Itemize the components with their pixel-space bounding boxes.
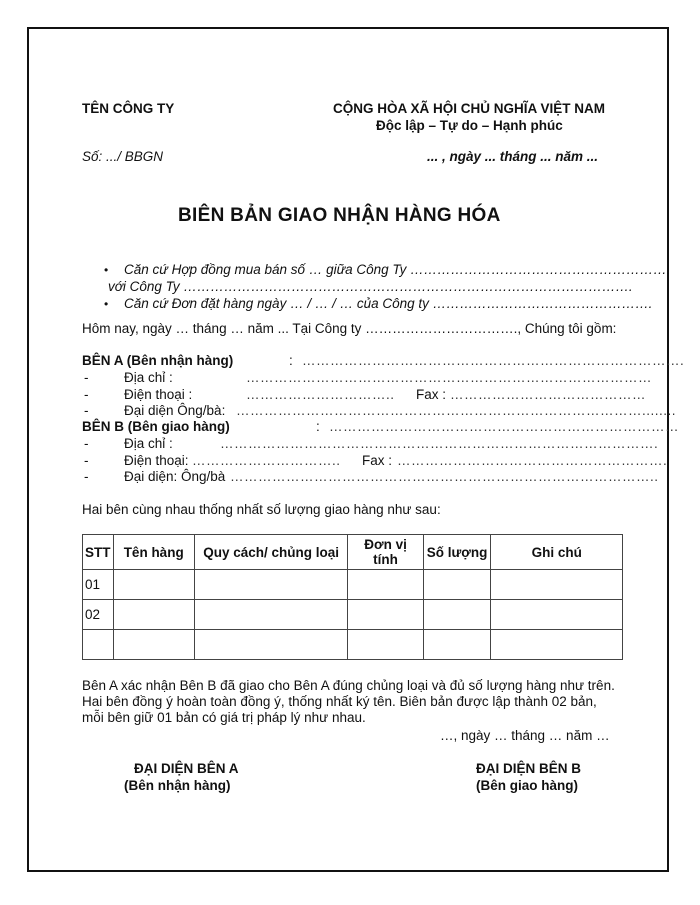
confirmation-line3: mỗi bên giữ 01 bản có giá trị pháp lý như nhau. <box>82 710 366 725</box>
table-row <box>83 570 623 600</box>
agreement-line: Hai bên cùng nhau thống nhất số lượng giao hàng như sau: <box>82 502 441 517</box>
table-cell <box>113 570 194 600</box>
table-cell <box>194 630 347 660</box>
party-a-rep-label: Đại diện Ông/bà: <box>124 403 226 418</box>
country-name: CỘNG HÒA XÃ HỘI CHỦ NGHĨA VIỆT NAM <box>333 101 606 116</box>
party-b-name-field: ………………………………………………………………… <box>329 419 679 434</box>
party-a-address-field: …………………………………………………………………………… <box>246 370 652 385</box>
table-cell: 01 <box>83 570 114 600</box>
table-row <box>83 630 623 660</box>
header-product-name: Tên hàng <box>113 535 194 570</box>
party-b-heading: BÊN B (Bên giao hàng) <box>82 419 230 434</box>
dash: - <box>84 453 89 468</box>
party-a-heading: BÊN A (Bên nhận hàng) <box>82 353 234 368</box>
dash: - <box>84 370 89 385</box>
table-cell <box>113 630 194 660</box>
basis-contract-line2: với Công Ty ………………………………………………………………………………………. <box>108 279 633 294</box>
table-cell <box>423 570 491 600</box>
table-cell <box>423 600 491 630</box>
party-a-rep-field: ……………………………………………………………………………........ <box>236 403 677 418</box>
party-a-fax-field: …………………………………… <box>450 387 646 402</box>
table-cell <box>491 600 623 630</box>
table-header-row <box>83 535 623 570</box>
document-number: Số: .../ BBGN <box>82 149 164 164</box>
signing-date: …, ngày … tháng … năm … <box>440 728 610 743</box>
motto: Độc lập – Tự do – Hạnh phúc <box>376 118 563 133</box>
table-cell <box>348 600 423 630</box>
header-quantity: Số lượng <box>423 535 491 570</box>
signature-a-subtitle: (Bên nhận hàng) <box>124 778 231 793</box>
bullet-icon: • <box>104 263 109 277</box>
date-line: ... , ngày ... tháng ... năm ... <box>427 149 599 164</box>
dash: - <box>84 436 89 451</box>
document-title: BIÊN BẢN GIAO NHẬN HÀNG HÓA <box>178 205 501 226</box>
dash: - <box>84 387 89 402</box>
header-unit: Đơn vị tính <box>348 535 423 570</box>
party-a-address-label: Địa chỉ : <box>124 370 173 385</box>
table-cell <box>194 570 347 600</box>
party-b-address-label: Địa chỉ : <box>124 436 173 451</box>
party-a-fax-label: Fax : <box>416 387 447 402</box>
table-cell <box>194 600 347 630</box>
table-cell <box>113 600 194 630</box>
party-a-colon: : <box>289 353 293 368</box>
signature-b-subtitle: (Bên giao hàng) <box>476 778 578 793</box>
goods-table <box>82 534 623 660</box>
party-a-name-field: ………………………………………………………………………. <box>302 353 685 368</box>
table-cell <box>348 630 423 660</box>
header-stt: STT <box>83 535 114 570</box>
table-row <box>83 600 623 630</box>
table-cell <box>491 630 623 660</box>
confirmation-line1: Bên A xác nhận Bên B đã giao cho Bên A đúng chủng loại và đủ số lượng hàng như trên. <box>82 678 615 693</box>
party-b-rep-field: ……………………………………………………………………………….. <box>230 469 659 484</box>
table-cell <box>423 630 491 660</box>
party-b-fax-field: …………………………………………………. <box>397 453 668 468</box>
bullet-icon: • <box>104 297 109 311</box>
company-name: TÊN CÔNG TY <box>82 101 175 116</box>
basis-contract-line1: Căn cứ Hợp đồng mua bán số … giữa Công Ty …………………………………………………. <box>124 262 671 277</box>
party-b-rep-label: Đại diện: Ông/bà <box>124 469 226 484</box>
party-a-phone-label: Điện thoại : <box>124 387 193 402</box>
party-b-colon: : <box>316 419 320 434</box>
dash: - <box>84 469 89 484</box>
table-cell <box>83 630 114 660</box>
basis-order: Căn cứ Đơn đặt hàng ngày … / … / … của Công ty …………………………………………. <box>124 296 653 311</box>
header-specification: Quy cách/ chủng loại <box>194 535 347 570</box>
table-cell <box>491 570 623 600</box>
dash: - <box>84 403 89 418</box>
party-b-phone-label: Điện thoại: <box>124 453 189 468</box>
signature-b-title: ĐẠI DIỆN BÊN B <box>476 761 582 776</box>
confirmation-line2: Hai bên đồng ý hoàn toàn đồng ý, thống nhất ký tên. Biên bản được lập thành 02 bản, <box>82 694 597 709</box>
party-b-fax-label: Fax : <box>362 453 393 468</box>
table-cell: 02 <box>83 600 114 630</box>
party-b-phone-field: ………………………….. <box>192 453 341 468</box>
table-cell <box>348 570 423 600</box>
header-notes: Ghi chú <box>491 535 623 570</box>
intro-line: Hôm nay, ngày … tháng … năm ... Tại Công ty ……………………………., Chúng tôi gồm: <box>82 321 617 336</box>
party-b-address-field: …………………………………………………………………………………. <box>220 436 659 451</box>
party-a-phone-field: ………………………….. <box>246 387 395 402</box>
signature-a-title: ĐẠI DIỆN BÊN A <box>134 761 239 776</box>
